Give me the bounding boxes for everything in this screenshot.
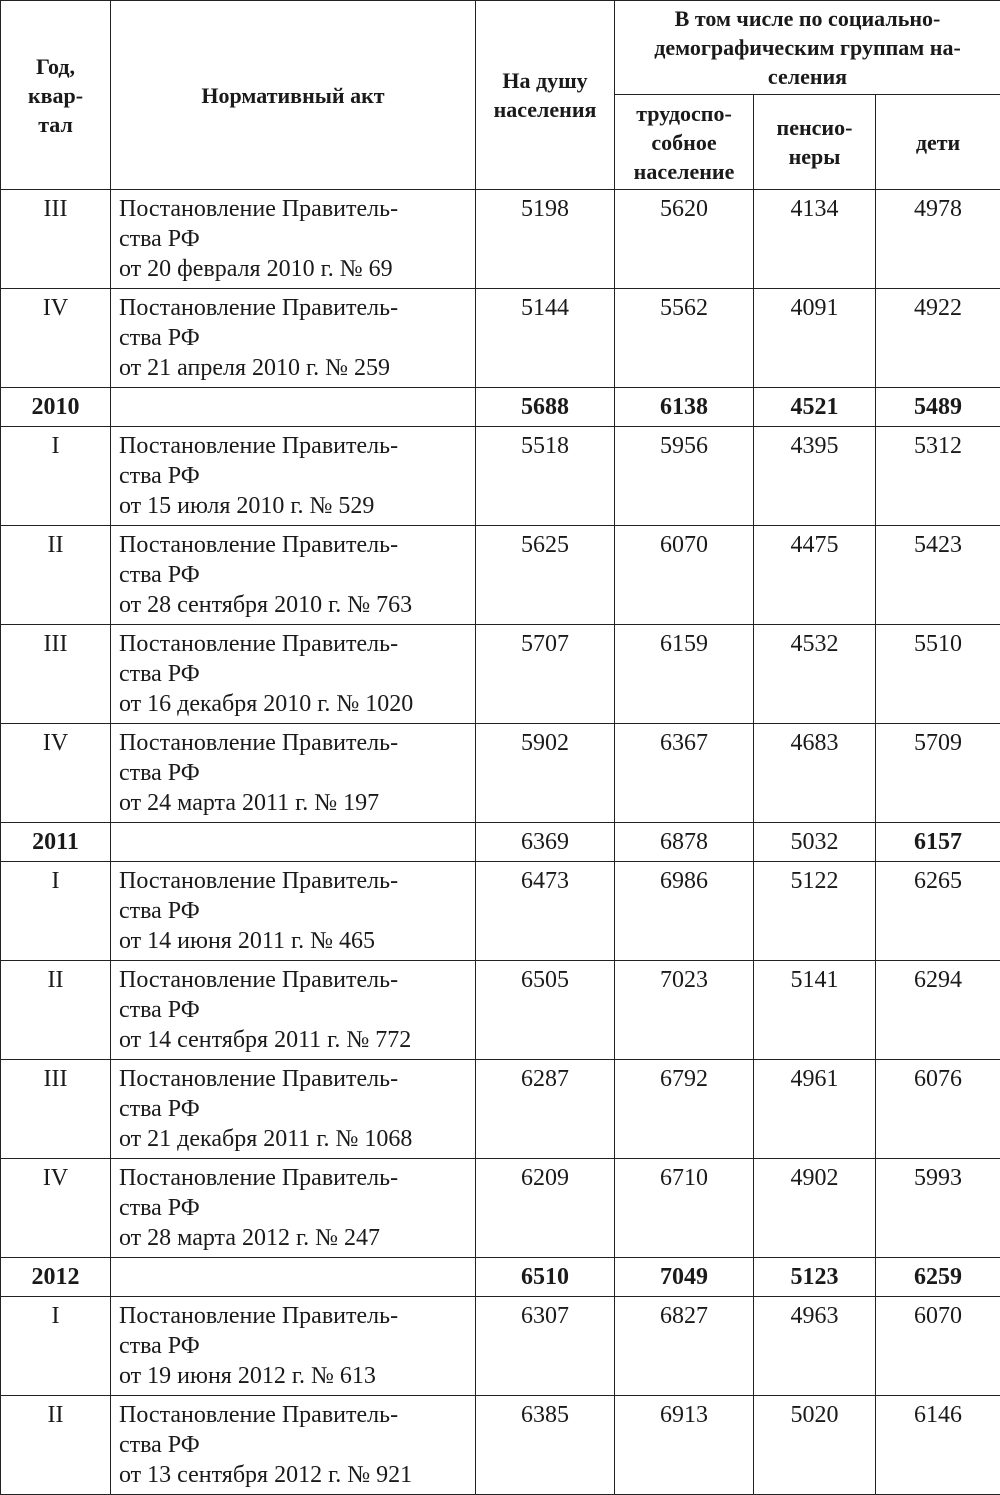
normative-act-cell — [111, 961, 476, 1060]
normative-act-cell — [111, 823, 476, 862]
normative-act-line: ства РФ — [119, 1195, 200, 1221]
quarter-label: I — [1, 427, 111, 526]
normative-act-line: от 16 декабря 2010 г. № 1020 — [119, 691, 414, 717]
working-population-value: 6710 — [615, 1159, 754, 1258]
pensioners-value: 4134 — [754, 190, 876, 289]
normative-act-line: Постановление Правитель- — [119, 868, 399, 894]
quarter-row — [1, 427, 1000, 526]
children-value: 4978 — [876, 190, 1000, 289]
normative-act-line: Постановление Правитель- — [119, 730, 399, 756]
normative-act-cell — [111, 724, 476, 823]
quarter-row — [1, 1396, 1000, 1495]
pensioners-value: 5123 — [754, 1258, 876, 1297]
per-capita-value: 5144 — [476, 289, 615, 388]
normative-act-line: от 21 декабря 2011 г. № 1068 — [119, 1126, 413, 1152]
quarter-label: IV — [1, 1159, 111, 1258]
per-capita-value: 5707 — [476, 625, 615, 724]
table-body — [1, 190, 1000, 1495]
working-population-value: 6827 — [615, 1297, 754, 1396]
header-normative-act: Нормативный акт — [111, 1, 476, 190]
normative-act-line: ства РФ — [119, 1432, 200, 1458]
normative-act-line: от 19 июня 2012 г. № 613 — [119, 1363, 376, 1389]
per-capita-value: 6209 — [476, 1159, 615, 1258]
normative-act-line: ства РФ — [119, 760, 200, 786]
children-value: 5423 — [876, 526, 1000, 625]
table-header — [1, 1, 1000, 190]
pensioners-value: 5122 — [754, 862, 876, 961]
normative-act-line: от 14 июня 2011 г. № 465 — [119, 928, 375, 954]
quarter-label: IV — [1, 724, 111, 823]
normative-act-line: Постановление Правитель- — [119, 196, 399, 222]
children-value: 5510 — [876, 625, 1000, 724]
normative-act-line: Постановление Правитель- — [119, 433, 399, 459]
working-population-value: 6986 — [615, 862, 754, 961]
children-value: 5993 — [876, 1159, 1000, 1258]
quarter-row — [1, 961, 1000, 1060]
children-value: 5489 — [876, 388, 1000, 427]
working-population-value: 6367 — [615, 724, 754, 823]
header-per-capita: На душу населения — [476, 1, 615, 190]
per-capita-value: 6505 — [476, 961, 615, 1060]
children-value: 6146 — [876, 1396, 1000, 1495]
header-pensioners: пенсио- неры — [754, 95, 876, 190]
pensioners-value: 4532 — [754, 625, 876, 724]
children-value: 6157 — [876, 823, 1000, 862]
working-population-value: 7023 — [615, 961, 754, 1060]
per-capita-value: 5198 — [476, 190, 615, 289]
normative-act-line: от 13 сентября 2012 г. № 921 — [119, 1462, 413, 1488]
quarter-label: II — [1, 961, 111, 1060]
normative-act-line: ства РФ — [119, 226, 200, 252]
normative-act-cell — [111, 1258, 476, 1297]
normative-act-line: от 14 сентября 2011 г. № 772 — [119, 1027, 412, 1053]
year-label: 2012 — [1, 1258, 111, 1297]
normative-act-cell — [111, 1159, 476, 1258]
normative-act-line: Постановление Правитель- — [119, 631, 399, 657]
pensioners-value: 4902 — [754, 1159, 876, 1258]
quarter-row — [1, 724, 1000, 823]
normative-act-line: Постановление Правитель- — [119, 295, 399, 321]
children-value: 4922 — [876, 289, 1000, 388]
year-summary-row — [1, 823, 1000, 862]
pensioners-value: 4683 — [754, 724, 876, 823]
per-capita-value: 5518 — [476, 427, 615, 526]
working-population-value: 5956 — [615, 427, 754, 526]
header-working-population: трудоспо- собное население — [615, 95, 754, 190]
working-population-value: 6792 — [615, 1060, 754, 1159]
normative-act-line: Постановление Правитель- — [119, 1402, 399, 1428]
working-population-value: 6138 — [615, 388, 754, 427]
working-population-value: 6070 — [615, 526, 754, 625]
children-value: 5312 — [876, 427, 1000, 526]
pensioners-value: 5141 — [754, 961, 876, 1060]
working-population-value: 6913 — [615, 1396, 754, 1495]
pensioners-value: 4091 — [754, 289, 876, 388]
quarter-row — [1, 190, 1000, 289]
normative-act-line: ства РФ — [119, 463, 200, 489]
pensioners-value: 5032 — [754, 823, 876, 862]
pensioners-value: 4475 — [754, 526, 876, 625]
normative-act-line: от 28 сентября 2010 г. № 763 — [119, 592, 413, 618]
normative-act-line: от 28 марта 2012 г. № 247 — [119, 1225, 380, 1251]
quarter-label: IV — [1, 289, 111, 388]
children-value: 6294 — [876, 961, 1000, 1060]
header-children: дети — [876, 95, 1000, 190]
normative-act-line: Постановление Правитель- — [119, 967, 399, 993]
normative-act-line: ства РФ — [119, 898, 200, 924]
normative-act-line: от 15 июля 2010 г. № 529 — [119, 493, 375, 519]
header-demographic-groups: В том числе по социально- демографическим группам на- селения — [615, 1, 1000, 95]
quarter-row — [1, 625, 1000, 724]
per-capita-value: 6385 — [476, 1396, 615, 1495]
quarter-label: I — [1, 862, 111, 961]
quarter-row — [1, 1060, 1000, 1159]
quarter-label: II — [1, 1396, 111, 1495]
year-summary-row — [1, 388, 1000, 427]
normative-act-cell — [111, 427, 476, 526]
normative-act-cell — [111, 526, 476, 625]
normative-act-line: ства РФ — [119, 1333, 200, 1359]
pensioners-value: 4395 — [754, 427, 876, 526]
normative-act-line: Постановление Правитель- — [119, 1165, 399, 1191]
quarter-row — [1, 526, 1000, 625]
normative-act-cell — [111, 1297, 476, 1396]
per-capita-value: 6287 — [476, 1060, 615, 1159]
per-capita-value: 6510 — [476, 1258, 615, 1297]
normative-act-line: Постановление Правитель- — [119, 1066, 399, 1092]
pensioners-value: 4961 — [754, 1060, 876, 1159]
per-capita-value: 5902 — [476, 724, 615, 823]
normative-act-line: Постановление Правитель- — [119, 1303, 399, 1329]
pensioners-value: 4521 — [754, 388, 876, 427]
normative-act-line: от 24 марта 2011 г. № 197 — [119, 790, 380, 816]
normative-act-cell — [111, 190, 476, 289]
pensioners-value: 4963 — [754, 1297, 876, 1396]
normative-act-line: ства РФ — [119, 562, 200, 588]
quarter-label: I — [1, 1297, 111, 1396]
year-label: 2011 — [1, 823, 111, 862]
normative-act-cell — [111, 1060, 476, 1159]
working-population-value: 5562 — [615, 289, 754, 388]
year-summary-row — [1, 1258, 1000, 1297]
children-value: 6259 — [876, 1258, 1000, 1297]
per-capita-value: 6473 — [476, 862, 615, 961]
normative-act-cell — [111, 625, 476, 724]
normative-act-line: ства РФ — [119, 1096, 200, 1122]
per-capita-value: 6307 — [476, 1297, 615, 1396]
normative-act-line: Постановление Правитель- — [119, 532, 399, 558]
quarter-row — [1, 1297, 1000, 1396]
header-year-quarter: Год, квар- тал — [1, 1, 111, 190]
per-capita-value: 5625 — [476, 526, 615, 625]
normative-act-line: ства РФ — [119, 325, 200, 351]
normative-act-cell — [111, 862, 476, 961]
per-capita-value: 5688 — [476, 388, 615, 427]
normative-act-line: ства РФ — [119, 661, 200, 687]
pensioners-value: 5020 — [754, 1396, 876, 1495]
working-population-value: 6159 — [615, 625, 754, 724]
normative-act-line: от 21 апреля 2010 г. № 259 — [119, 355, 391, 381]
quarter-row — [1, 862, 1000, 961]
working-population-value: 5620 — [615, 190, 754, 289]
working-population-value: 6878 — [615, 823, 754, 862]
working-population-value: 7049 — [615, 1258, 754, 1297]
children-value: 6265 — [876, 862, 1000, 961]
quarter-row — [1, 1159, 1000, 1258]
per-capita-value: 6369 — [476, 823, 615, 862]
quarter-row — [1, 289, 1000, 388]
children-value: 6076 — [876, 1060, 1000, 1159]
quarter-label: III — [1, 625, 111, 724]
normative-act-line: от 20 февраля 2010 г. № 69 — [119, 256, 393, 282]
children-value: 5709 — [876, 724, 1000, 823]
children-value: 6070 — [876, 1297, 1000, 1396]
year-label: 2010 — [1, 388, 111, 427]
quarter-label: III — [1, 190, 111, 289]
normative-act-cell — [111, 289, 476, 388]
quarter-label: III — [1, 1060, 111, 1159]
normative-act-cell — [111, 388, 476, 427]
normative-act-line: ства РФ — [119, 997, 200, 1023]
normative-act-cell — [111, 1396, 476, 1495]
quarter-label: II — [1, 526, 111, 625]
